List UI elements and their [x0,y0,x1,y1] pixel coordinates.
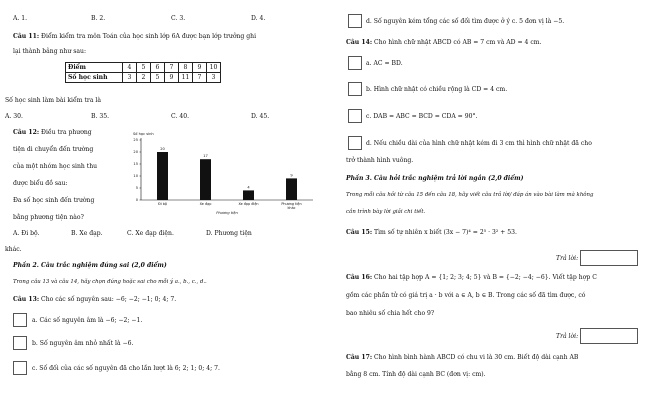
table-cell: 4 [123,63,137,73]
q11-label: Câu 11: [13,33,40,40]
q16-answer-input[interactable] [580,328,638,344]
chart-x-tick-label-cont: khác [287,206,296,210]
chart-x-tick-label: Phương tiện [281,202,302,206]
q12-label: Câu 12: [13,129,40,136]
q13c-text: c. Số đối của các số nguyên đã cho lần lượt là 6; 2; 1; 0; 4; 7. [32,365,220,372]
q17-text-1: Cho hình bình hành ABCD có chu vi là 30 cm. Biết độ dài cạnh AB [374,354,579,361]
prev-option-c: C. 3. [171,15,186,22]
table-cell: 3 [123,73,137,83]
chart-data-label: 4 [247,185,250,190]
q16-label: Câu 16: [346,274,373,281]
q17-text-2: bằng 8 cm. Tính độ dài cạnh BC (đơn vị: cm). [346,371,486,378]
q11-line1 [13,33,256,41]
q14a-text: a. AC = BD. [366,60,403,67]
chart-y-tick-label: 25 [133,138,138,143]
q15-line [346,229,517,237]
q13-line [13,296,176,304]
q14-label: Câu 14: [346,39,373,46]
q12-option-d: D. Phương tiện [206,230,252,237]
q15-answer-label: Trả lời: [556,255,579,262]
q12-text-1: tiện di chuyển đến trường [13,146,94,153]
chart-y-axis-label: Số học sinh [133,132,154,136]
chart-bar [200,159,211,200]
q13d-checkbox[interactable] [348,14,362,28]
table-cell: 10 [207,63,221,73]
table-cell: 7 [193,73,207,83]
chart-y-tick-label: 5 [135,186,138,191]
q14d-text: d. Nếu chiều dài của hình chữ nhật kém đi 3 cm thì hình chữ nhật đã cho [366,140,592,147]
q11-text-line1: Điểm kiểm tra môn Toán của học sinh lớp 6A được bạn lớp trưởng ghi [41,33,257,40]
chart-y-tick-label: 0 [135,198,138,203]
q12-text-3: được biểu đồ sau: [13,180,68,187]
q12-option-c: C. Xe đạp điện. [127,230,174,237]
chart-x-tick-label: Xe đạp [199,202,212,206]
q14c-checkbox[interactable] [348,109,362,123]
chart-x-axis-label: Phương tiện [216,211,238,215]
q14b-text: b. Hình chữ nhật có chiều rộng là CD = 4 cm. [366,86,508,93]
q12-option-a: A. Đi bộ. [13,230,40,237]
q14-text: Cho hình chữ nhật ABCD có AB = 7 cm và AD = 4 cm. [374,39,542,46]
part3-instruction-2: cần trình bày lời giải chi tiết. [346,209,426,215]
table-cell: 8 [179,63,193,73]
chart-data-label: 17 [203,154,208,159]
chart-y-tick-label: 15 [133,162,138,167]
table-row [66,63,221,73]
q12-text-2: của một nhóm học sinh thu [13,163,98,170]
table-cell: 3 [207,73,221,83]
part3-title: Phần 3. Câu hỏi trắc nghiệm trả lời ngắn (2,0 điểm) [346,175,524,182]
table-cell: 5 [137,63,151,73]
chart-x-tick-label: Xe đạp điện [238,202,259,206]
q12-line1 [13,129,92,137]
q14-line [346,39,541,47]
part3-instruction-1: Trong mỗi câu hỏi từ câu 15 đến câu 18, hãy viết câu trả lời/ đáp án vào bài làm mà không [346,192,594,198]
q14b-checkbox[interactable] [348,82,362,96]
q11-question: Số học sinh làm bài kiểm tra là [5,97,101,104]
q13d-text: d. Số nguyên kém tổng các số đối tìm được ở ý c. 5 đơn vị là −5. [366,18,565,25]
table-cell: 6 [151,63,165,73]
q13a-text: a. Các số nguyên âm là −6; −2; −1. [32,317,143,324]
chart-data-label: 9 [290,173,293,178]
chart-y-tick-label: 10 [133,174,138,179]
q13-label: Câu 13: [13,296,40,303]
q14c-text: c. DAB = ABC = BCD = CDA = 90°. [366,113,478,120]
prev-option-a: A. 1. [13,15,28,22]
q15-label: Câu 15: [346,229,373,236]
chart-x-tick-label: Đi bộ [158,202,167,206]
q14d-checkbox[interactable] [348,136,362,150]
q11-option-b: B. 35. [91,113,110,120]
table-cell: 5 [151,73,165,83]
q17-label: Câu 17: [346,354,373,361]
q14a-checkbox[interactable] [348,56,362,70]
q13b-text: b. Số nguyên âm nhỏ nhất là −6. [32,340,134,347]
q13-text: Cho các số nguyên sau: −6; −2; −1; 0; 4; 7. [41,296,177,303]
chart-bar [243,190,254,200]
transport-bar-chart [121,128,321,216]
q14d-cont: trở thành hình vuông. [346,157,414,164]
q16-text-2: gồm các phần tử có giá trị a · b với a ∈ A, b ∈ B. Trong các số đã tìm được, có [346,292,586,299]
q15-text: Tìm số tự nhiên x biết (3x − 7)⁴ = 2⁵ · 3² + 53. [374,229,517,236]
q16-line1 [346,274,597,282]
q12-text-0: Điều tra phương [41,129,92,136]
chart-bar [157,152,168,200]
table-cell: 9 [165,73,179,83]
q12-text-5: bằng phương tiện nào? [13,214,84,221]
q16-answer-label: Trả lời: [556,333,579,340]
part2-title: Phần 2. Câu trắc nghiệm đúng sai (2,0 điểm) [13,262,167,269]
q11-option-a: A. 30. [5,113,23,120]
q11-option-c: C. 40. [171,113,190,120]
table-header-score: Điểm [66,63,123,73]
table-cell: 11 [179,73,193,83]
chart-data-label: 20 [160,147,165,151]
q12-text-4: Đa số học sinh đến trường [13,197,95,204]
q11-text-line2: lại thành bảng như sau: [13,48,87,55]
q13a-checkbox[interactable] [13,313,27,327]
table-cell: 9 [193,63,207,73]
part2-instruction: Trong câu 13 và câu 14, hãy chọn đúng hoặc sai cho mỗi ý a., b., c., d.. [13,279,207,285]
q12-option-d-cont: khác. [5,246,22,253]
table-row [66,73,221,83]
table-cell: 2 [137,73,151,83]
prev-option-d: D. 4. [251,15,266,22]
score-table [65,62,221,83]
q11-option-d: D. 45. [251,113,270,120]
chart-y-tick-label: 20 [133,150,138,155]
prev-option-b: B. 2. [91,15,106,22]
q13c-checkbox[interactable] [13,361,27,375]
q16-text-1: Cho hai tập hợp A = {1; 2; 3; 4; 5} và B = {−2; −4; −6}. Viết tập hợp C [374,274,597,281]
chart-bar [286,178,297,200]
q17-line1 [346,354,578,362]
q13b-checkbox[interactable] [13,336,27,350]
table-header-students: Số học sinh [66,73,123,83]
q16-text-3: bao nhiêu số chia hết cho 9? [346,310,435,317]
q12-option-b: B. Xe đạp. [71,230,103,237]
q15-answer-input[interactable] [580,250,638,266]
table-cell: 7 [165,63,179,73]
